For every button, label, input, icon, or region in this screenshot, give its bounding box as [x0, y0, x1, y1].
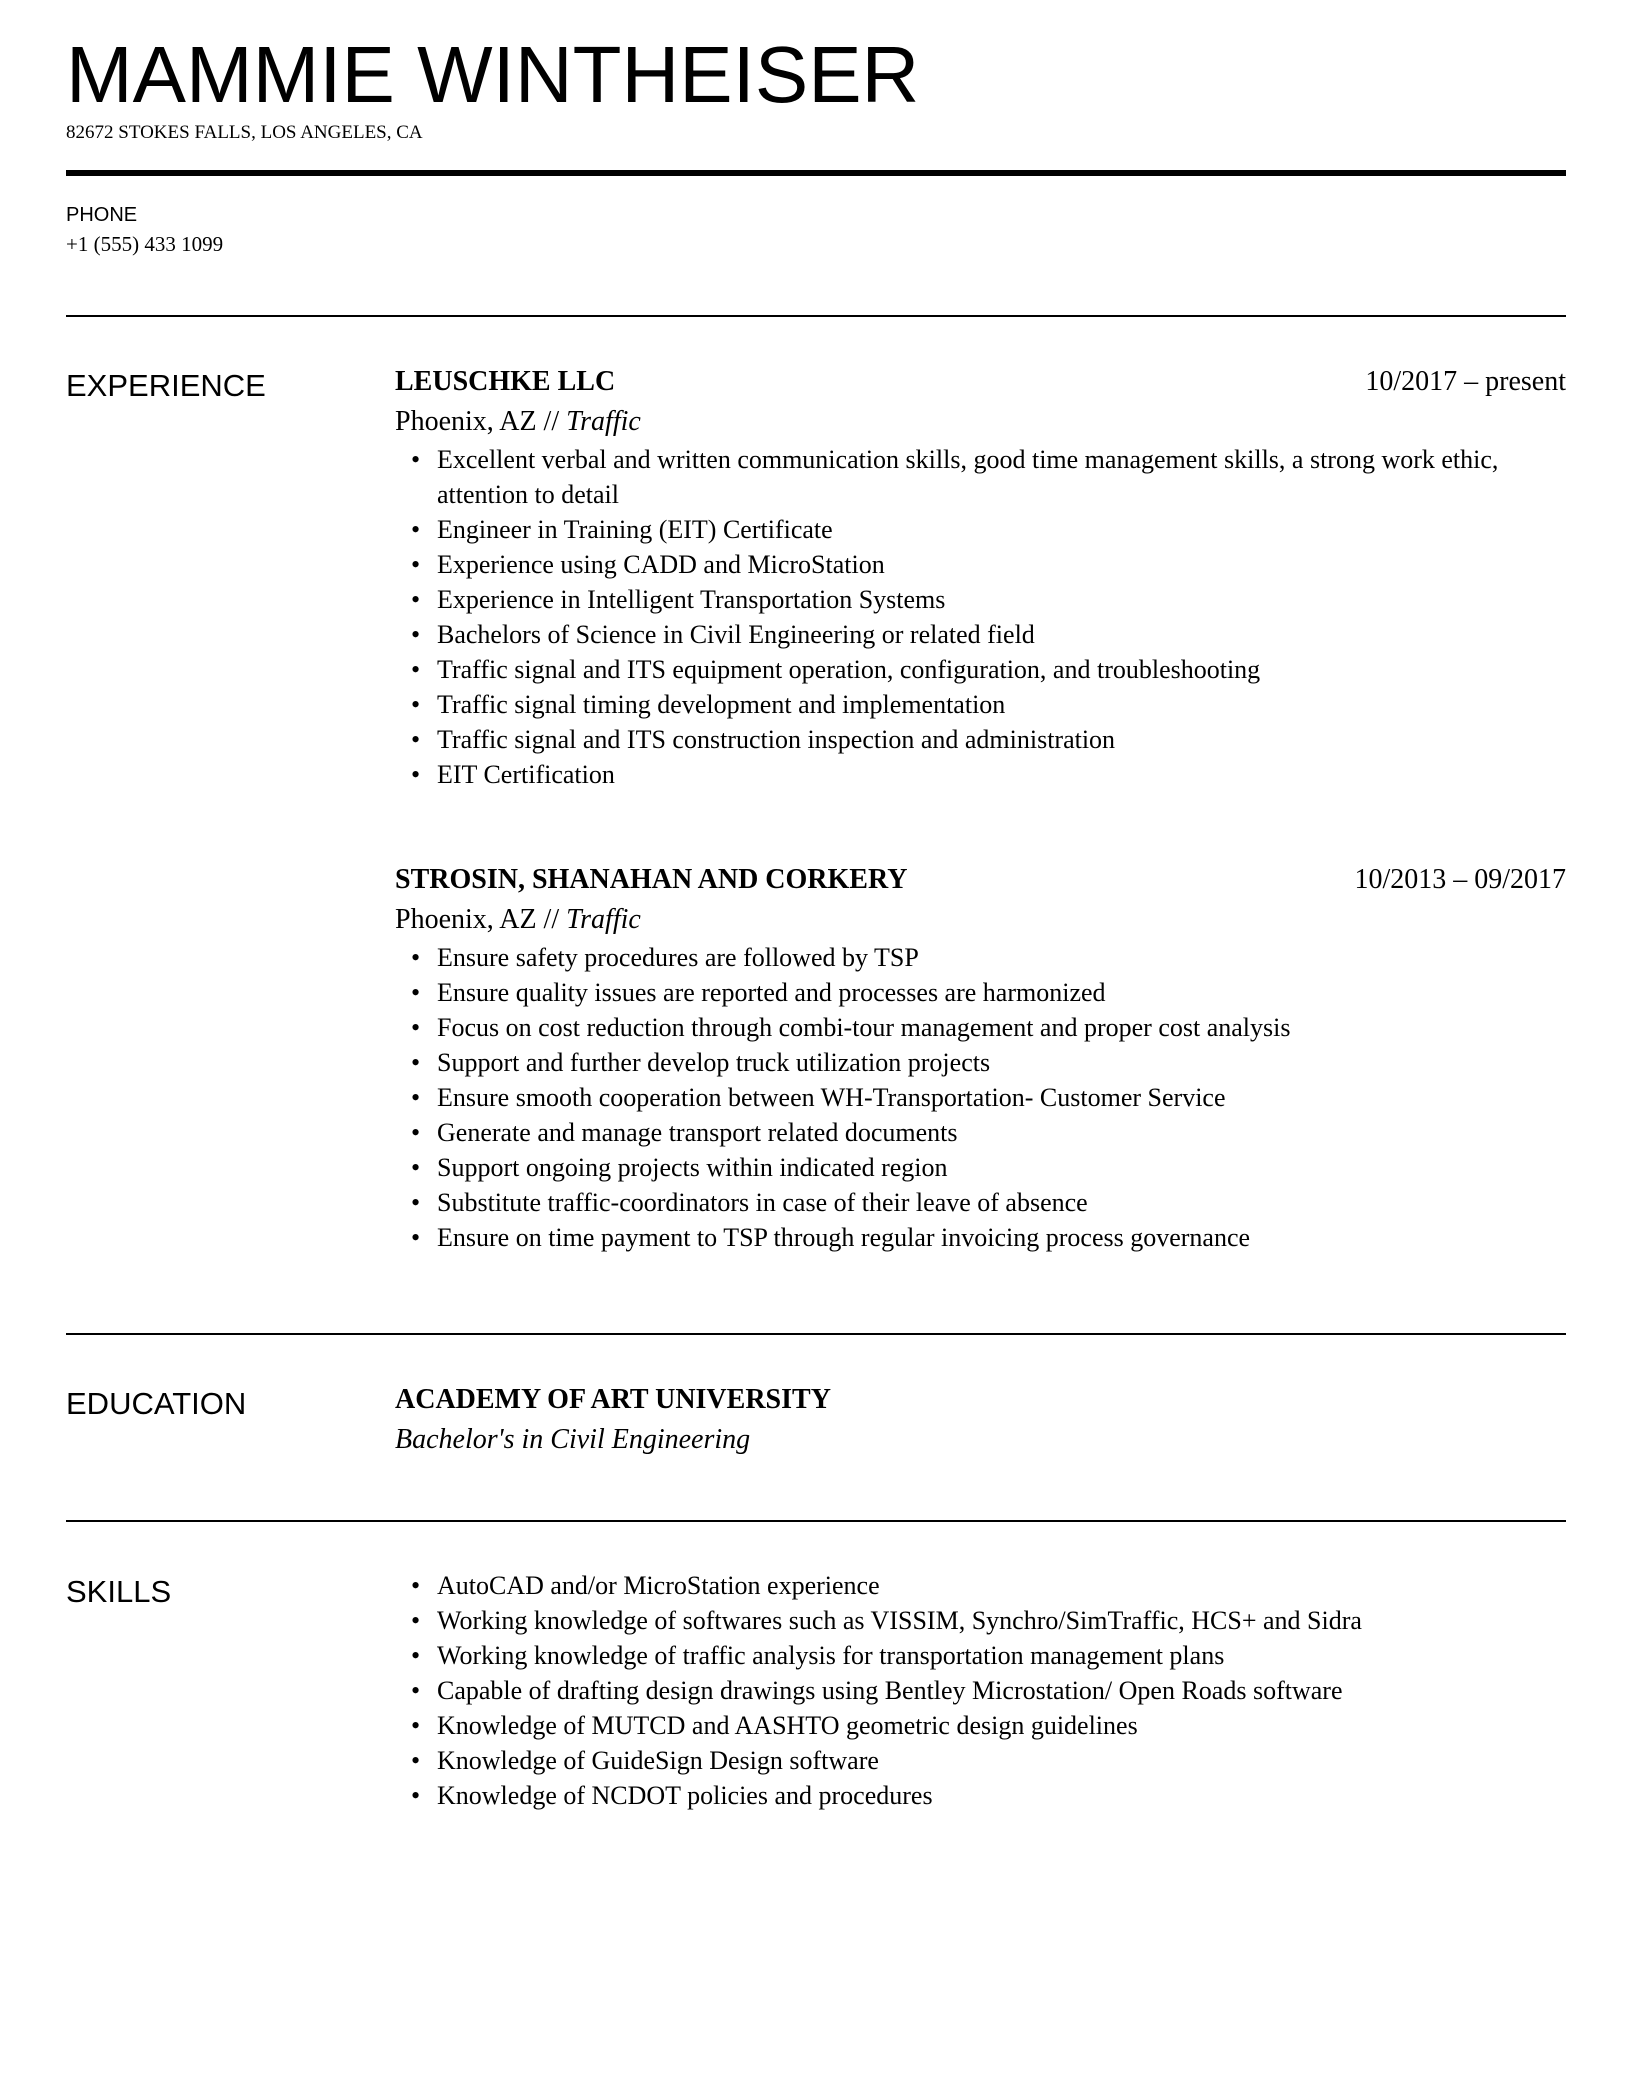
list-item: • Knowledge of MUTCD and AASHTO geometric design guidelines	[437, 1708, 1566, 1743]
list-item: • Engineer in Training (EIT) Certificate	[437, 512, 1566, 547]
list-item: • Traffic signal and ITS construction inspection and administration	[437, 722, 1566, 757]
contact-divider	[66, 315, 1566, 317]
education-divider	[66, 1520, 1566, 1522]
education-heading: EDUCATION	[66, 1386, 247, 1421]
job-field: Traffic	[566, 904, 641, 935]
list-item: • Knowledge of NCDOT policies and procedures	[437, 1778, 1566, 1813]
job-header	[395, 862, 1566, 900]
degree: Bachelor's in Civil Engineering	[395, 1424, 751, 1455]
job-field: Traffic	[566, 406, 641, 437]
list-item: • Ensure smooth cooperation between WH-Transportation- Customer Service	[437, 1080, 1566, 1115]
job-dates: 10/2013 – 09/2017	[1354, 864, 1566, 895]
job-entry	[395, 364, 1566, 792]
list-item: • Capable of drafting design drawings using Bentley Microstation/ Open Roads software	[437, 1673, 1566, 1708]
list-item: • Generate and manage transport related documents	[437, 1115, 1566, 1150]
candidate-address: 82672 STOKES FALLS, LOS ANGELES, CA	[66, 122, 423, 143]
list-item: • Bachelors of Science in Civil Engineering or related field	[437, 617, 1566, 652]
phone-number: +1 (555) 433 1099	[66, 232, 224, 256]
job-dates: 10/2017 – present	[1365, 366, 1566, 397]
list-item: • Ensure quality issues are reported and processes are harmonized	[437, 975, 1566, 1010]
header-divider	[66, 170, 1566, 176]
list-item: • AutoCAD and/or MicroStation experience	[437, 1568, 1566, 1603]
list-item: • Working knowledge of softwares such as VISSIM, Synchro/SimTraffic, HCS+ and Sidra	[437, 1603, 1566, 1638]
list-item: • EIT Certification	[437, 757, 1566, 792]
job-duties	[395, 940, 1566, 1255]
experience-heading: EXPERIENCE	[66, 368, 266, 403]
skills-list-container	[395, 1568, 1566, 1813]
school-name: ACADEMY OF ART UNIVERSITY	[395, 1384, 831, 1415]
education-entry	[395, 1382, 1566, 1460]
list-item: • Knowledge of GuideSign Design software	[437, 1743, 1566, 1778]
job-company: LEUSCHKE LLC	[395, 366, 616, 397]
job-entry	[395, 862, 1566, 1255]
job-location	[395, 402, 1566, 442]
skills-heading: SKILLS	[66, 1574, 172, 1609]
list-item: • Experience using CADD and MicroStation	[437, 547, 1566, 582]
job-location	[395, 900, 1566, 940]
list-item: • Ensure on time payment to TSP through regular invoicing process governance	[437, 1220, 1566, 1255]
job-company: STROSIN, SHANAHAN AND CORKERY	[395, 864, 908, 895]
list-item: • Focus on cost reduction through combi-tour management and proper cost analysis	[437, 1010, 1566, 1045]
list-item: • Experience in Intelligent Transportation Systems	[437, 582, 1566, 617]
list-item: • Excellent verbal and written communication skills, good time management skills, a strong work ethic, attention to detail	[437, 442, 1566, 512]
list-item: • Traffic signal and ITS equipment operation, configuration, and troubleshooting	[437, 652, 1566, 687]
list-item: • Ensure safety procedures are followed by TSP	[437, 940, 1566, 975]
list-item: • Working knowledge of traffic analysis for transportation management plans	[437, 1638, 1566, 1673]
job-duties	[395, 442, 1566, 792]
job-header	[395, 364, 1566, 402]
education-header	[395, 1382, 1566, 1420]
list-item: • Support ongoing projects within indicated region	[437, 1150, 1566, 1185]
phone-label: PHONE	[66, 204, 138, 226]
list-item: • Substitute traffic-coordinators in case of their leave of absence	[437, 1185, 1566, 1220]
job-location-city: Phoenix, AZ //	[395, 406, 560, 437]
candidate-name: MAMMIE WINTHEISER	[66, 30, 920, 119]
job-location-city: Phoenix, AZ //	[395, 904, 560, 935]
list-item: • Support and further develop truck utilization projects	[437, 1045, 1566, 1080]
list-item: • Traffic signal timing development and implementation	[437, 687, 1566, 722]
skills-list	[395, 1568, 1566, 1813]
experience-divider	[66, 1333, 1566, 1335]
